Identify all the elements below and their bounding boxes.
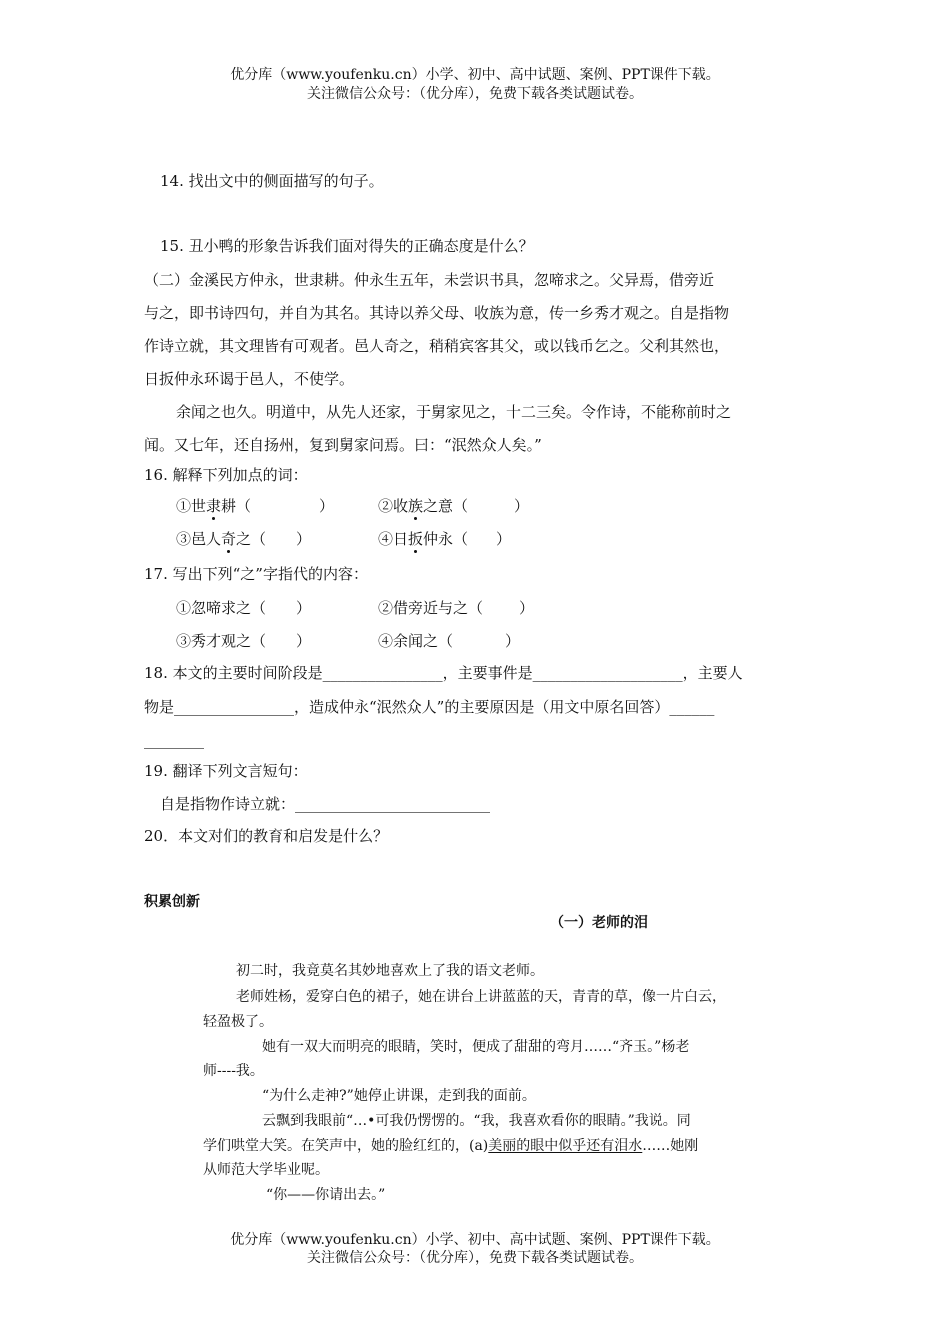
passage-line: 闻。又七年，还自扬州，复到舅家问焉。曰：“泯然众人矣。” <box>144 436 542 454</box>
dotted-char: 隶 <box>206 497 222 515</box>
header-line-1: 优分库（www.youfenku.cn）小学、初中、高中试题、案例、PPT课件下载。 <box>230 67 720 83</box>
underlined-phrase-a: 美丽的眼中似乎还有泪水 <box>488 1138 643 1154</box>
story-title: （一）老师的泪 <box>550 915 648 931</box>
story-line: 她有一双大而明亮的眼睛，笑时，便成了甜甜的弯月……“齐玉。”杨老 <box>262 1039 690 1055</box>
question-17-item-2: ②借旁近与之（ ） <box>378 599 535 617</box>
question-15: 15. 丑小鸭的形象告诉我们面对得失的正确态度是什么？ <box>160 237 534 255</box>
story-line: “为什么走神?”她停止讲课，走到我的面前。 <box>262 1088 536 1104</box>
question-17-item-1: ①忽啼求之（ ） <box>176 599 312 617</box>
question-16-item-1: ①世隶耕（ ） <box>176 497 335 515</box>
story-line: 从师范大学毕业呢。 <box>203 1162 329 1178</box>
header-line-2: 关注微信公众号：（优分库），免费下载各类试题试卷。 <box>307 86 643 102</box>
question-16-title: 16. 解释下列加点的词： <box>144 466 308 484</box>
question-19-line: 自是指物作诗立就：__________________________ <box>160 795 491 813</box>
question-18-line-2: 物是________________，造成仲永“泯然众人”的主要原因是（用文中原名回答）______ <box>144 698 715 716</box>
passage-line: （二）金溪民方仲永，世隶耕。仲永生五年，未尝识书具，忽啼求之。父异焉，借旁近 <box>144 271 715 289</box>
passage-line: 作诗立就，其文理皆有可观者。邑人奇之，稍稍宾客其父，或以钱币乞之。父利其然也， <box>144 337 730 355</box>
story-line: “你——你请出去。” <box>266 1187 386 1203</box>
story-line: 老师姓杨，爱穿白色的裙子，她在讲台上讲蓝蓝的天，青青的草，像一片白云， <box>236 989 726 1005</box>
dotted-char: 扳 <box>408 530 424 548</box>
story-line: 师----我。 <box>203 1063 264 1079</box>
question-16-item-4: ④日扳仲永（ ） <box>378 530 512 548</box>
passage-line: 余闻之也久。明道中，从先人还家，于舅家见之，十二三矣。令作诗，不能称前时之 <box>176 403 732 421</box>
question-17-title: 17. 写出下列“之”字指代的内容： <box>144 565 368 583</box>
dotted-char: 奇 <box>221 530 237 548</box>
question-17-item-3: ③秀才观之（ ） <box>176 632 312 650</box>
section-heading: 积累创新 <box>144 894 200 910</box>
question-16-item-2: ②收族之意（ ） <box>378 497 530 515</box>
question-19-title: 19. 翻译下列文言短句： <box>144 762 308 780</box>
question-18-line-3: ________ <box>144 731 204 749</box>
question-18-line-1: 18. 本文的主要时间阶段是________________，主要事件是____________________，主要人 <box>144 664 743 682</box>
footer-line-2: 关注微信公众号：（优分库），免费下载各类试题试卷。 <box>307 1250 643 1266</box>
passage-line: 与之，即书诗四句，并自为其名。其诗以养父母、收族为意，传一乡秀才观之。自是指物 <box>144 304 730 322</box>
dotted-char: 族 <box>408 497 424 515</box>
story-line: 学们哄堂大笑。在笑声中，她的脸红红的，(a)美丽的眼中似乎还有泪水……她刚 <box>203 1138 699 1154</box>
story-line: 初二时，我竟莫名其妙地喜欢上了我的语文老师。 <box>236 963 544 979</box>
question-20: 20．本文对们的教育和启发是什么？ <box>144 827 389 845</box>
question-16-item-3: ③邑人奇之（ ） <box>176 530 312 548</box>
question-17-item-4: ④余闻之（ ） <box>378 632 521 650</box>
story-line: 云飘到我眼前“…•可我仍愣愣的。“我，我喜欢看你的眼睛。”我说。同 <box>262 1113 691 1129</box>
story-line: 轻盈极了。 <box>203 1014 273 1030</box>
footer-line-1: 优分库（www.youfenku.cn）小学、初中、高中试题、案例、PPT课件下载。 <box>230 1232 720 1248</box>
question-14: 14. 找出文中的侧面描写的句子。 <box>160 172 384 190</box>
passage-line: 日扳仲永环谒于邑人，不使学。 <box>144 370 355 388</box>
